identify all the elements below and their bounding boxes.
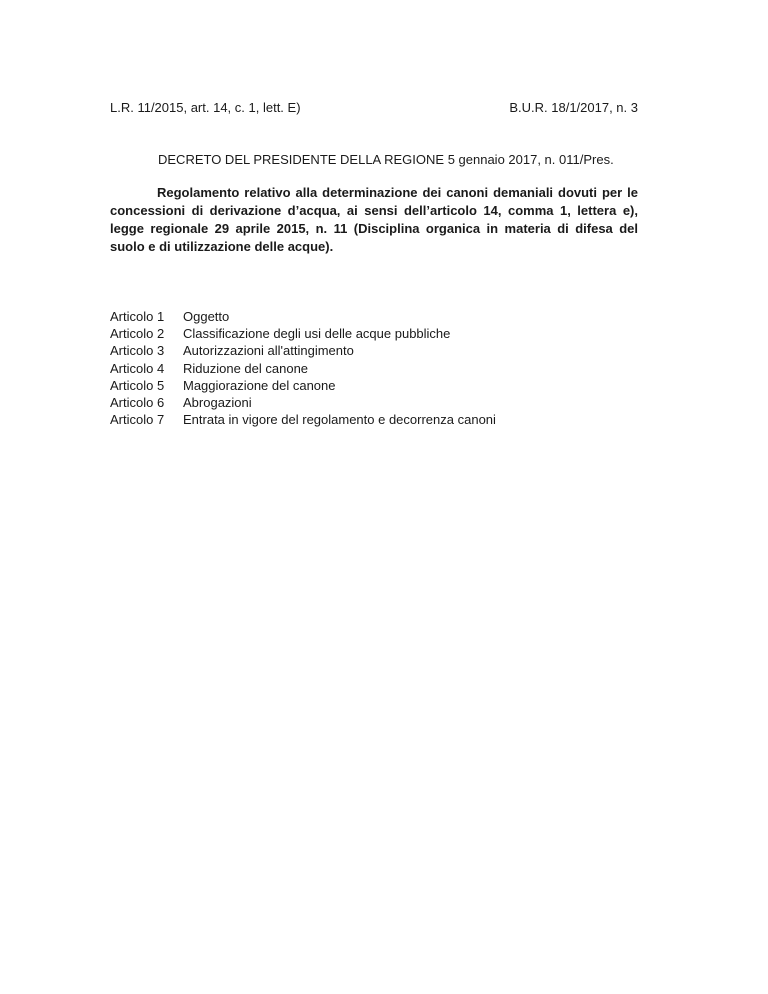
toc-item-title: Oggetto: [183, 309, 230, 324]
toc-item-number: Articolo 3: [110, 343, 165, 359]
toc-item-title: Autorizzazioni all'attingimento: [183, 343, 354, 359]
toc-item-number: Articolo 4: [110, 360, 165, 376]
toc-item: [110, 342, 638, 359]
toc-item-title: Entrata in vigore del regolamento e decorrenza canoni: [183, 412, 496, 428]
toc-item-title: Riduzione del canone: [183, 360, 309, 376]
toc-item-number: Articolo 6: [110, 395, 165, 411]
toc-item-number: Articolo 1: [110, 309, 165, 324]
toc-item-title: Abrogazioni: [183, 395, 252, 411]
bulletin-reference: B.U.R. 18/1/2017, n. 3: [509, 100, 638, 115]
regulation-title: Regolamento relativo alla determinazione dei canoni demaniali dovuti per le concessioni di derivazione d’acqua, ai sensi dell’articolo 14, comma 1, lettera e), legge regionale 29 aprile 2015, n. 11 (Disciplina organica in materia di difesa del suolo e di utilizzazione delle acque).: [110, 185, 638, 254]
decree-title: DECRETO DEL PRESIDENTE DELLA REGIONE 5 gennaio 2017, n. 011/Pres.: [158, 152, 614, 167]
toc-item: [110, 360, 638, 377]
toc-item: [110, 411, 638, 428]
table-of-contents: [110, 308, 638, 428]
toc-item-number: Articolo 2: [110, 326, 165, 342]
toc-item: [110, 308, 638, 325]
toc-item: [110, 325, 638, 342]
toc-item: [110, 394, 638, 411]
document-header: [110, 100, 638, 116]
toc-item-number: Articolo 7: [110, 412, 165, 428]
toc-item-title: Classificazione degli usi delle acque pubbliche: [183, 326, 451, 342]
toc-item-number: Articolo 5: [110, 377, 165, 393]
toc-item: [110, 377, 638, 394]
toc-item-title: Maggiorazione del canone: [183, 377, 336, 393]
law-reference: L.R. 11/2015, art. 14, c. 1, lett. E): [110, 100, 301, 115]
